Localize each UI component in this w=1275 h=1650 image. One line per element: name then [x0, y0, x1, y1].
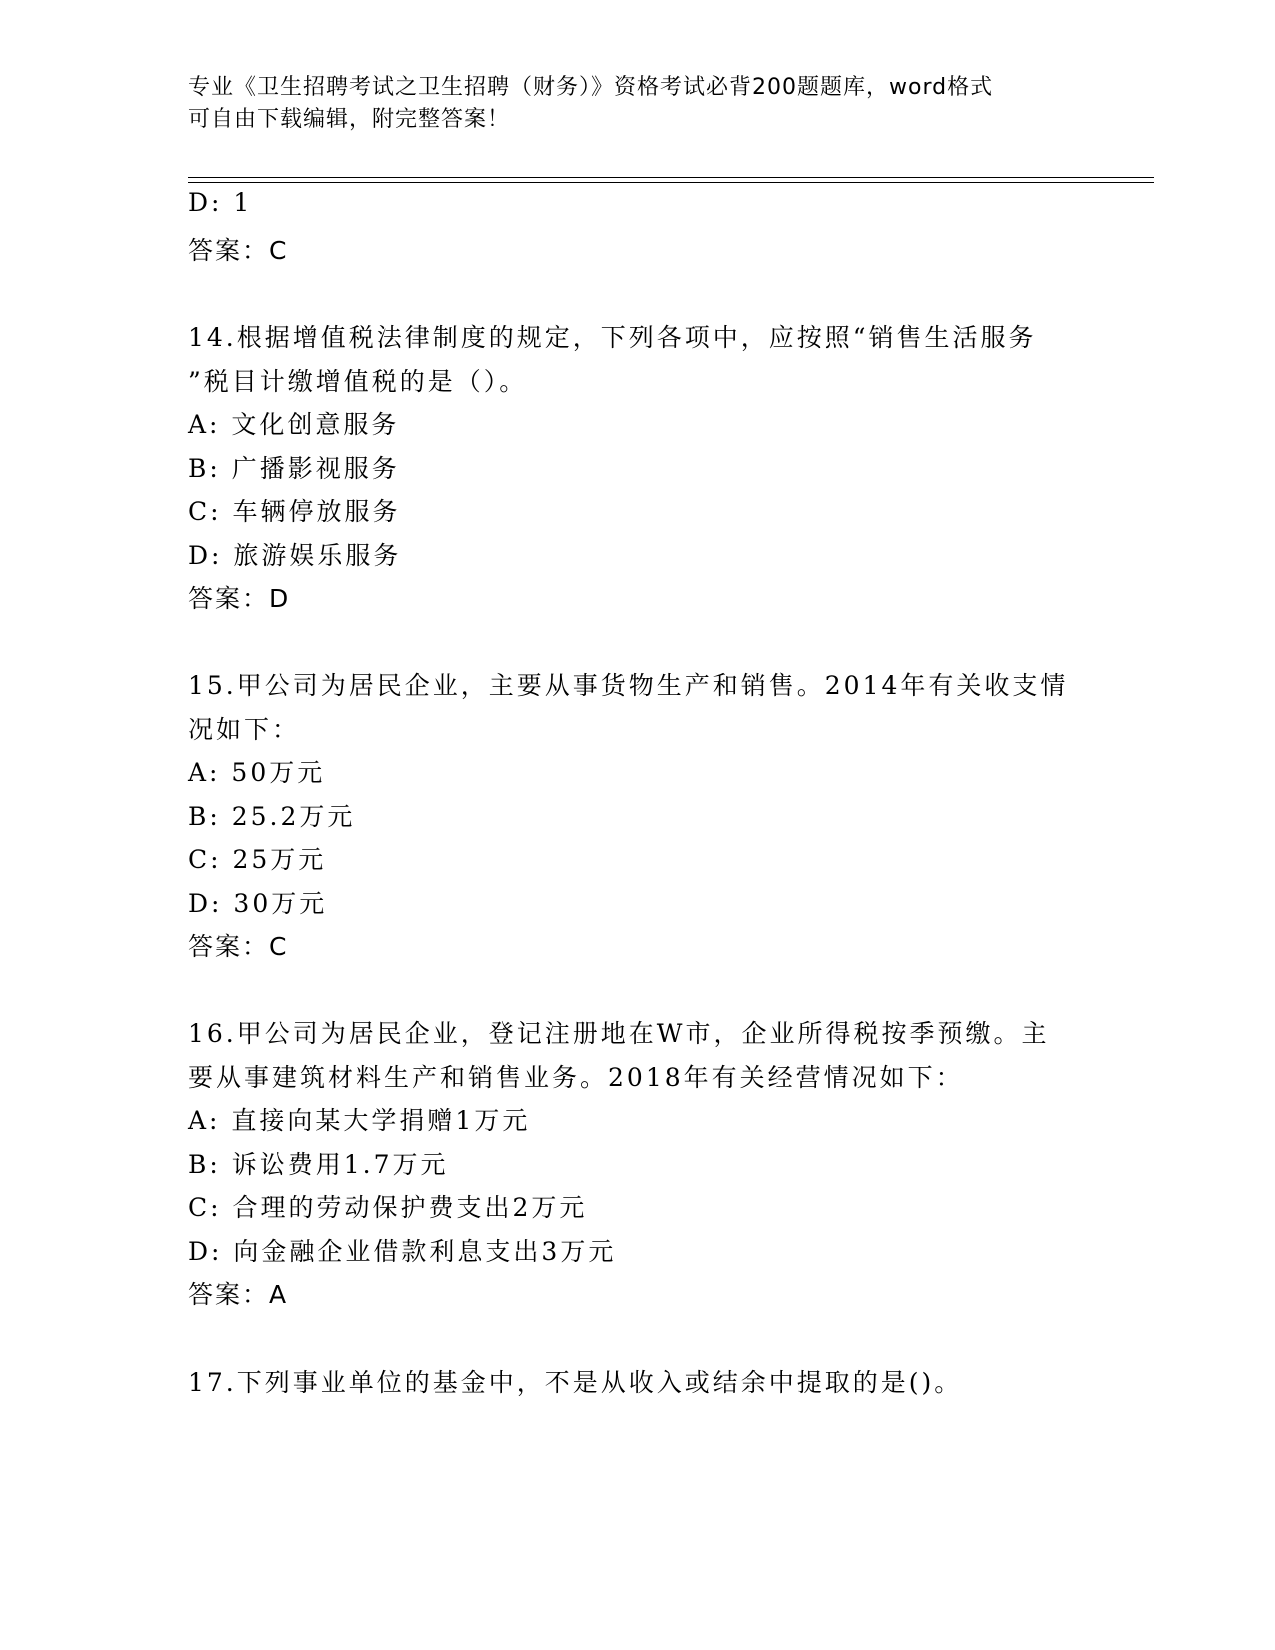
q14-answer: 答案：D	[188, 584, 291, 613]
header-rule-bottom	[188, 182, 1154, 183]
q16-option-c: C: 合理的劳动保护费支出2万元	[188, 1193, 588, 1222]
q16-stem-line-1: 16.甲公司为居民企业，登记注册地在W市，企业所得税按季预缴。主	[188, 1019, 1050, 1048]
prev-option-d: D: 1	[188, 188, 253, 217]
q14-stem-line-1: 14.根据增值税法律制度的规定，下列各项中，应按照“销售生活服务	[188, 323, 1037, 352]
q16-stem-line-2: 要从事建筑材料生产和销售业务。2018年有关经营情况如下：	[188, 1063, 964, 1092]
q14-option-d: D: 旅游娱乐服务	[188, 541, 402, 570]
q15-option-b: B: 25.2万元	[188, 802, 356, 831]
q14-option-a: A: 文化创意服务	[188, 410, 400, 439]
q14-option-b: B: 广播影视服务	[188, 454, 400, 483]
q14-stem-line-2: ”税目计缴增值税的是（）。	[188, 367, 528, 396]
q15-option-a: A: 50万元	[188, 758, 326, 787]
q16-option-d: D: 向金融企业借款利息支出3万元	[188, 1237, 617, 1266]
prev-answer: 答案：C	[188, 236, 289, 265]
header-line-1: 专业《卫生招聘考试之卫生招聘（财务）》资格考试必背200题题库，word格式	[188, 75, 994, 100]
q14-option-c: C: 车辆停放服务	[188, 497, 401, 526]
q15-option-c: C: 25万元	[188, 845, 327, 874]
q17-stem-line-1: 17.下列事业单位的基金中，不是从收入或结余中提取的是()。	[188, 1368, 963, 1397]
q16-option-b: B: 诉讼费用1.7万元	[188, 1150, 449, 1179]
q16-option-a: A: 直接向某大学捐赠1万元	[188, 1106, 531, 1135]
q15-answer: 答案：C	[188, 932, 289, 961]
header-rule-top	[188, 177, 1154, 178]
q15-stem-line-1: 15.甲公司为居民企业，主要从事货物生产和销售。2014年有关收支情	[188, 671, 1069, 700]
header-line-2: 可自由下载编辑，附完整答案！	[188, 107, 511, 132]
q15-option-d: D: 30万元	[188, 889, 328, 918]
page-header	[188, 72, 1088, 136]
q16-answer: 答案：A	[188, 1280, 289, 1309]
q15-stem-line-2: 况如下：	[188, 715, 301, 744]
